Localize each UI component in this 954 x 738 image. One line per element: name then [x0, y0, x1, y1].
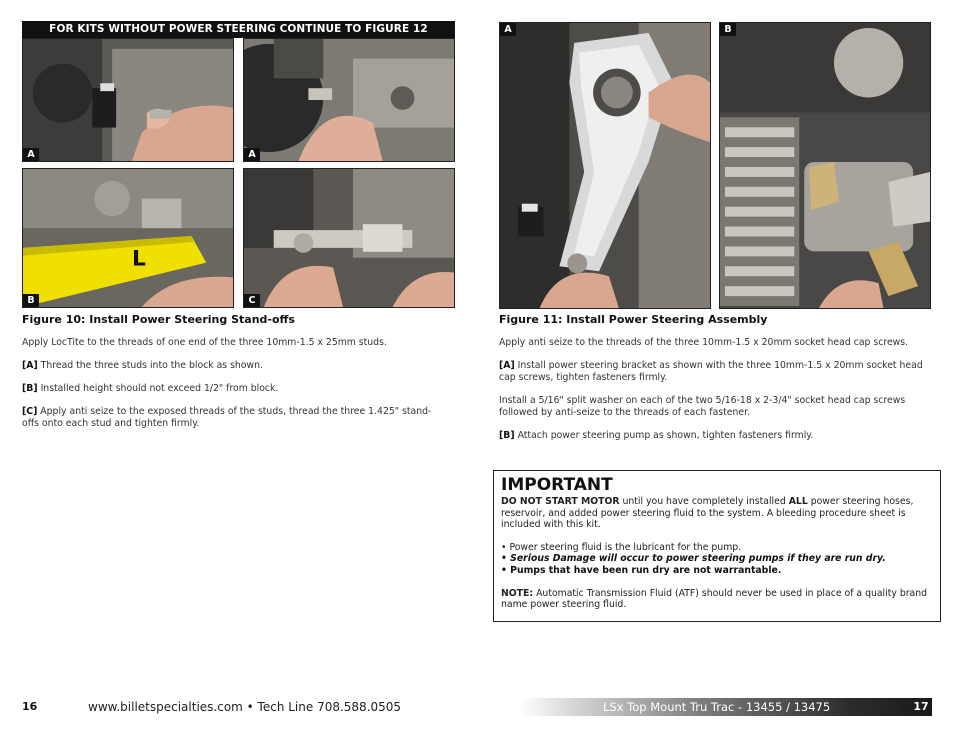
- photo-label: A: [23, 148, 39, 161]
- figure-10-step-b: [22, 383, 452, 395]
- footer-product-title: LSx Top Mount Tru Trac - 13455 / 13475: [603, 700, 831, 714]
- step-tag: [B]: [22, 383, 38, 394]
- step-tag: [A]: [499, 360, 515, 371]
- important-heading: IMPORTANT: [501, 475, 613, 495]
- photo-pump-install-b: [719, 22, 931, 309]
- step-text: Thread the three studs into the block as shown.: [40, 360, 263, 371]
- bullet-warranty: • Pumps that have been run dry are not warrantable.: [501, 564, 782, 576]
- figure-10-step-a: [22, 360, 452, 372]
- photo-label: A: [244, 148, 260, 161]
- important-notice-box: [493, 470, 941, 622]
- step-text: Attach power steering pump as shown, tighten fasteners firmly.: [517, 430, 814, 441]
- section-banner: FOR KITS WITHOUT POWER STEERING CONTINUE TO FIGURE 12: [22, 21, 455, 38]
- photo-stud-install-a2: [243, 38, 455, 162]
- figure-10-intro: Apply LocTite to the threads of one end of the three 10mm-1.5 x 25mm studs.: [22, 337, 387, 348]
- bullet-damage: • Serious Damage will occur to power steering pumps if they are run dry.: [501, 553, 886, 565]
- important-lead: [501, 496, 933, 531]
- photo-label: C: [244, 294, 260, 307]
- photo-label: B: [23, 294, 39, 307]
- step-tag: [B]: [499, 430, 515, 441]
- footer-contact: www.billetspecialties.com • Tech Line 708.588.0505: [88, 700, 402, 714]
- figure-10-title: Figure 10: Install Power Steering Stand-offs: [22, 313, 295, 326]
- figure-11-title: Figure 11: Install Power Steering Assembly: [499, 313, 768, 326]
- step-text: Apply anti seize to the exposed threads of the studs, thread the three 1.425" stand-offs onto each stud and tighten firmly.: [22, 406, 432, 429]
- figure-11-step-b: [499, 430, 924, 442]
- step-text: Installed height should not exceed 1/2" from block.: [40, 383, 279, 394]
- lead-text: until you have completely installed: [619, 496, 789, 507]
- all-bold: ALL: [788, 496, 808, 507]
- svg-text:L: L: [131, 246, 146, 272]
- warning-bold: DO NOT START MOTOR: [501, 496, 620, 507]
- figure-10-step-c: [22, 406, 447, 430]
- note-label: NOTE:: [501, 587, 534, 599]
- page-number-left: 16: [22, 700, 38, 713]
- photo-bracket-install-a: [499, 22, 711, 309]
- photo-label: A: [500, 23, 516, 36]
- photo-measure-height-b: [22, 168, 234, 308]
- bullet-lubricant: • Power steering fluid is the lubricant for the pump.: [501, 541, 742, 553]
- figure-11-step-a: [499, 360, 924, 384]
- note-text: Automatic Transmission Fluid (ATF) should never be used in place of a quality brand name power steering fluid.: [501, 587, 928, 611]
- page-number-right: 17: [913, 700, 929, 713]
- photo-standoff-install-c: [243, 168, 455, 308]
- photo-stud-install-a1: [22, 38, 234, 162]
- lead-text-rest: power steering hoses, reservoir, and added power steering fluid to the system. A bleeding procedure sheet is included with this kit.: [501, 496, 914, 531]
- photo-label: B: [720, 23, 736, 36]
- step-tag: [A]: [22, 360, 38, 371]
- important-note: [501, 588, 933, 611]
- step-text: Install power steering bracket as shown with the three 10mm-1.5 x 20mm socket head cap screws, tighten fasteners firmly.: [499, 360, 923, 383]
- figure-11-washer: Install a 5/16" split washer on each of the two 5/16-18 x 2-3/4" socket head cap screws followed by anti-seize to the threads of each fastener.: [499, 395, 906, 418]
- step-tag: [C]: [22, 406, 38, 417]
- figure-11-intro: Apply anti seize to the threads of the three 10mm-1.5 x 20mm socket head cap screws.: [499, 337, 909, 348]
